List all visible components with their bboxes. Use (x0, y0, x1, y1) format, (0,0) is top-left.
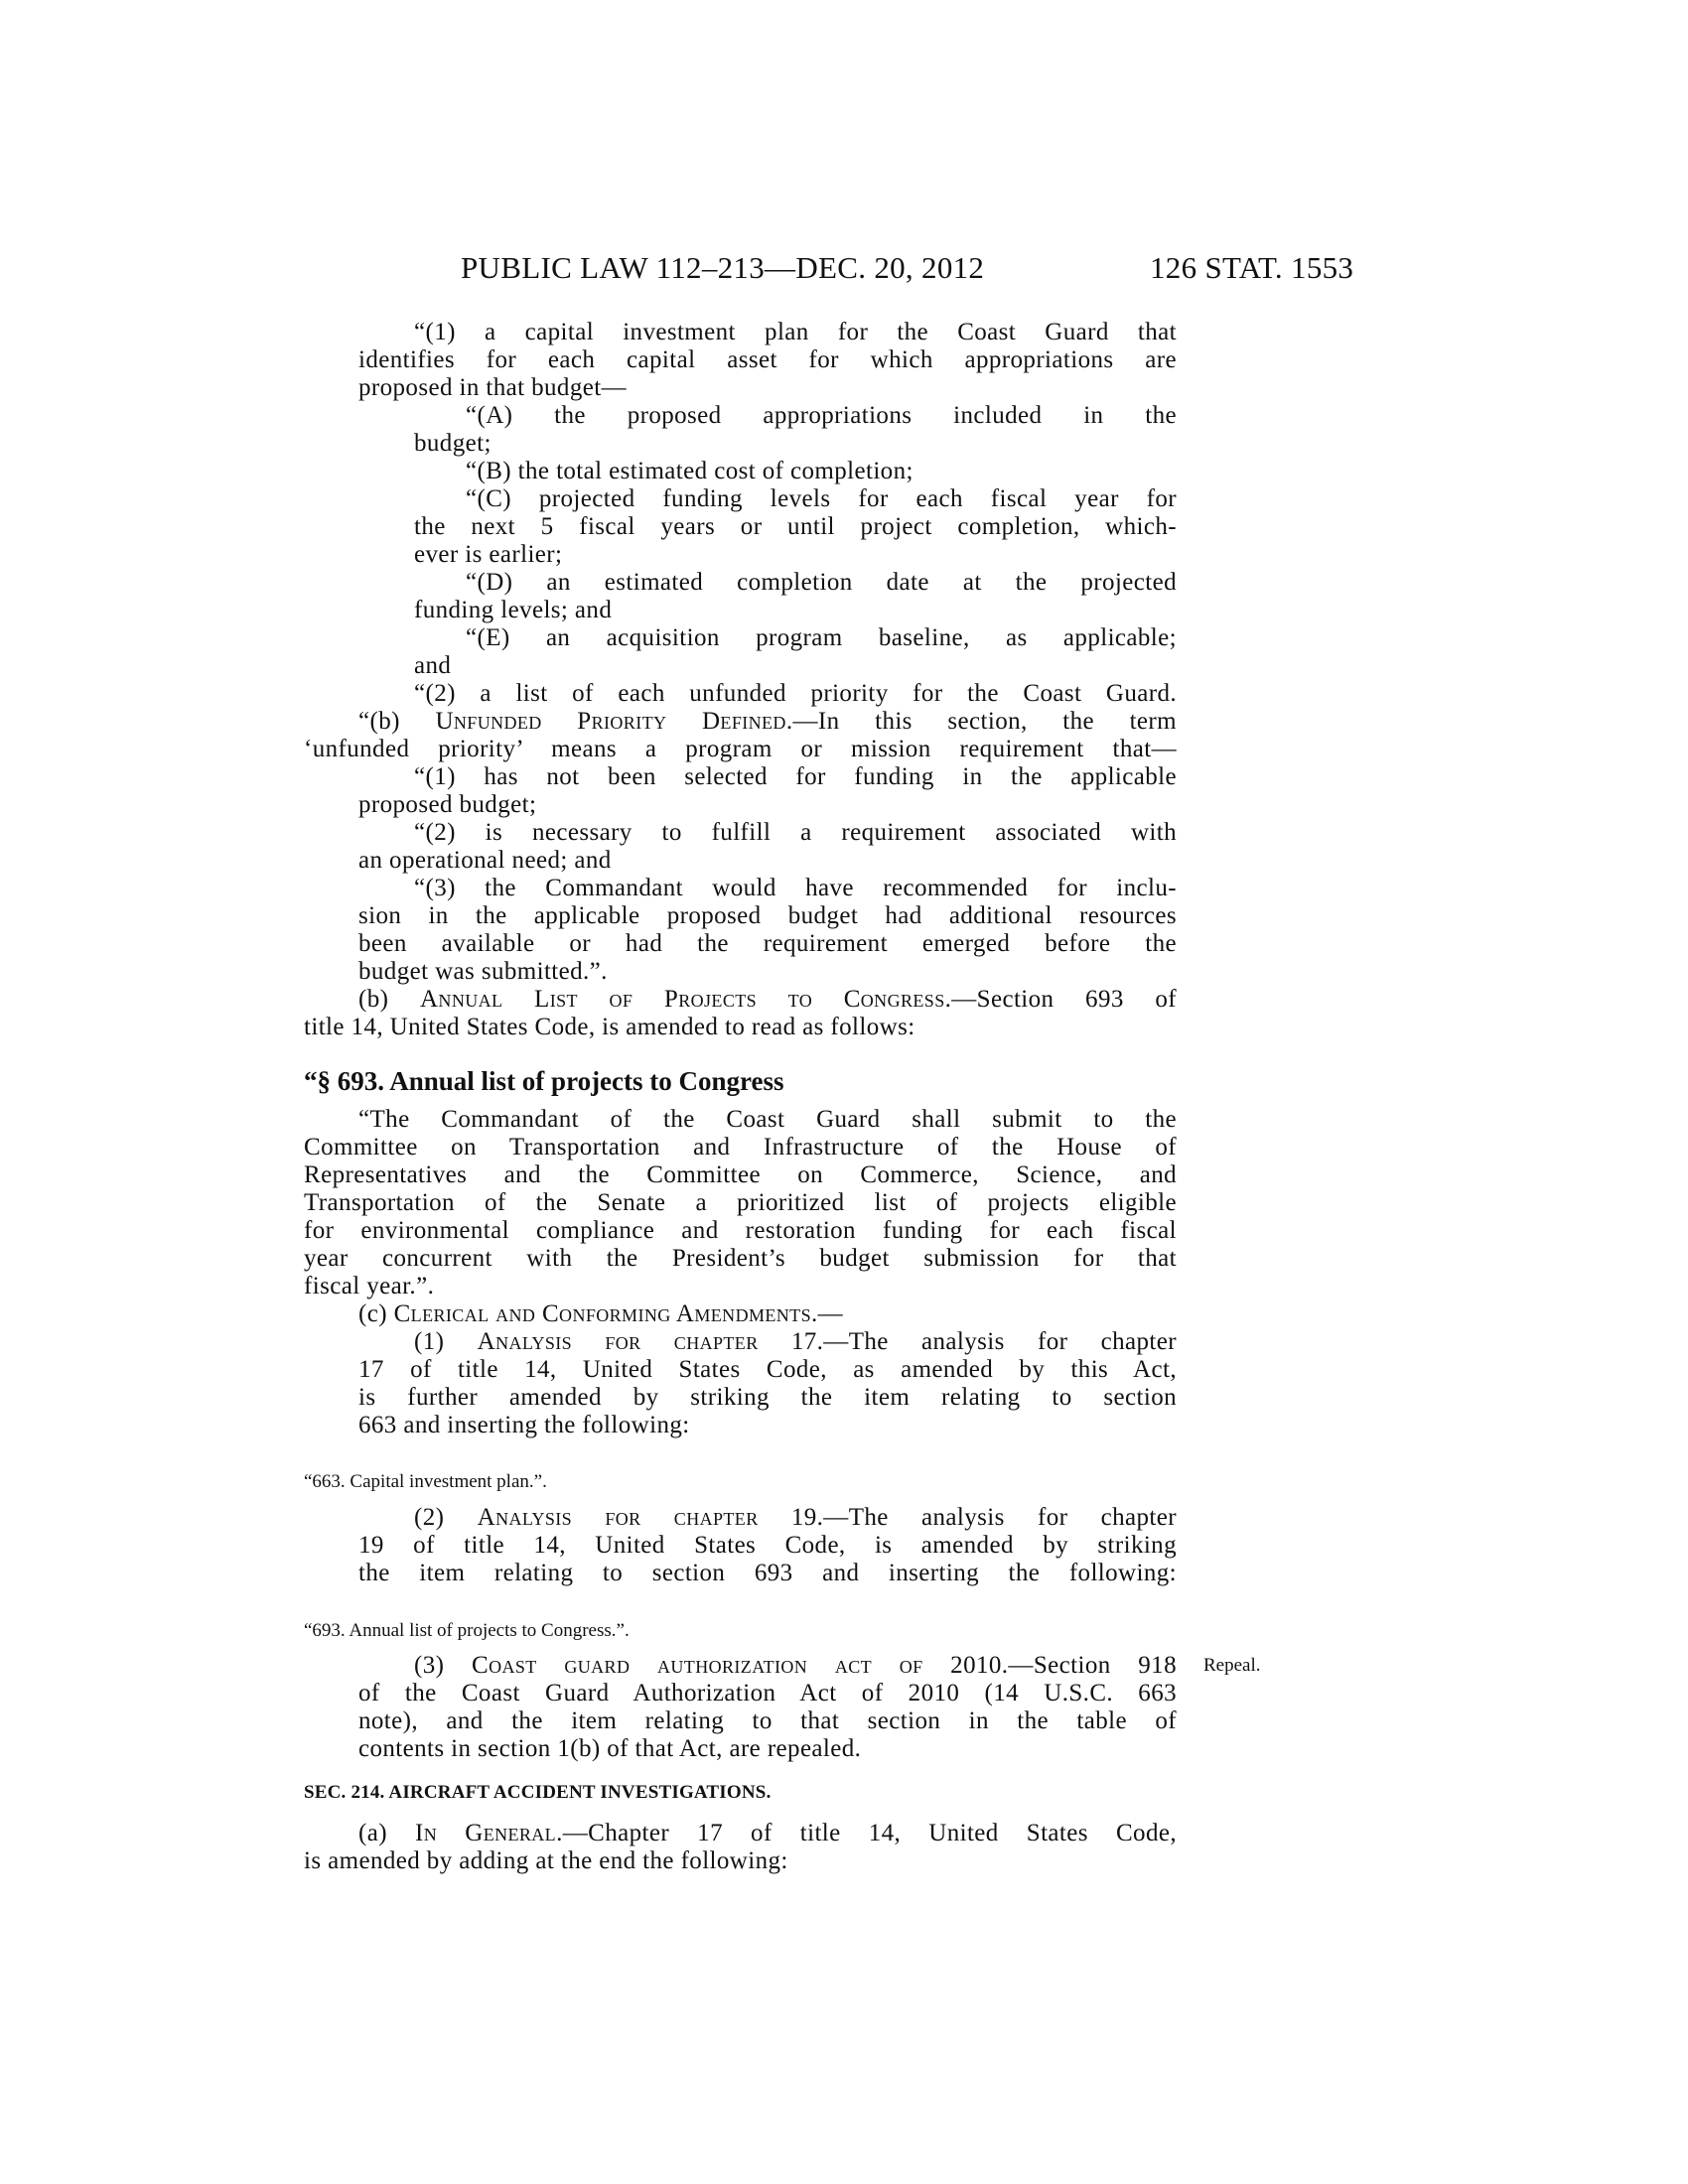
text-line: is amended by adding at the end the following: (304, 1847, 788, 1874)
text-line: “(A) the proposed appropriations included in the (466, 402, 1177, 429)
text-line: funding levels; and (414, 597, 613, 623)
text-line: 17 of title 14, United States Code, as amended by this Act, (358, 1356, 1177, 1383)
text-line: contents in section 1(b) of that Act, are repealed. (358, 1735, 862, 1762)
text-line (358, 1820, 1177, 1847)
text-line: Transportation of the Senate a prioritized list of projects eligible (304, 1189, 1177, 1216)
text-run: .—The analysis for chapter (816, 1504, 1177, 1531)
subsection-heading: Unfunded Priority Defined (435, 708, 786, 735)
text-line: 19 of title 14, United States Code, is amended by striking (358, 1532, 1177, 1559)
text-line (414, 1328, 1177, 1356)
inserted-table-item: “693. Annual list of projects to Congress.”. (304, 1620, 630, 1641)
text-line: 663 and inserting the following: (358, 1412, 690, 1438)
text-line: “(1) has not been selected for funding in the applicable (414, 763, 1177, 790)
text-line: “(2) a list of each unfunded priority for the Coast Guard. (414, 680, 1177, 707)
text-block-3 (0, 1504, 1177, 1587)
text-line: note), and the item relating to that section in the table of (358, 1707, 1177, 1734)
paragraph-heading: Coast guard authorization act of 2010 (472, 1652, 1002, 1679)
text-line: ever is earlier; (414, 541, 563, 568)
text-line: ‘unfunded priority’ means a program or mission requirement that— (304, 736, 1177, 762)
text-line: fiscal year.”. (304, 1273, 435, 1299)
text-line: year concurrent with the President’s budget submission for that (304, 1245, 1177, 1272)
text-line: budget was submitted.”. (358, 958, 608, 985)
text-line: and (414, 652, 452, 679)
text-run: (1) (414, 1328, 478, 1355)
text-run: .—Section 918 (1001, 1652, 1177, 1679)
page-number: 126 STAT. 1553 (1150, 250, 1354, 285)
subsection-heading: Annual List of Projects to Congress (419, 986, 945, 1013)
text-run: .—Chapter 17 of title 14, United States Code, (556, 1820, 1177, 1846)
text-line: “(1) a capital investment plan for the Coast Guard that (414, 319, 1177, 345)
subsection-heading: In General (415, 1820, 557, 1846)
text-run: “(b) (358, 708, 436, 735)
text-run: (c) (358, 1300, 394, 1327)
text-run: .—The analysis for chapter (816, 1328, 1177, 1355)
text-line: the item relating to section 693 and inserting the following: (358, 1560, 1177, 1586)
text-block-1 (0, 319, 1177, 1041)
text-line: sion in the applicable proposed budget had additional resources (358, 902, 1177, 929)
text-run: .—Section 693 of (944, 986, 1177, 1013)
text-line: “(C) projected funding levels for each fiscal year for (466, 485, 1177, 512)
inserted-table-item: “663. Capital investment plan.”. (304, 1471, 547, 1492)
text-block-5 (0, 1820, 1177, 1875)
text-run: .— (811, 1300, 844, 1327)
text-line: “(B) the total estimated cost of completion; (466, 458, 914, 484)
text-block-4 (0, 1652, 1177, 1763)
text-run: (a) (358, 1820, 416, 1846)
text-line: “(E) an acquisition program baseline, as applicable; (466, 624, 1177, 651)
paragraph-heading: Analysis for chapter 17 (477, 1328, 817, 1355)
section-693-heading: “§ 693. Annual list of projects to Congress (304, 1066, 784, 1096)
text-line: is further amended by striking the item relating to section (358, 1384, 1177, 1411)
text-line: “(2) is necessary to fulfill a requirement associated with (414, 819, 1177, 846)
margin-note: Repeal. (1203, 1655, 1261, 1676)
section-heading: SEC. 214. AIRCRAFT ACCIDENT INVESTIGATIONS. (304, 1782, 772, 1803)
text-line: proposed budget; (358, 791, 537, 818)
text-block-2 (0, 1106, 1177, 1439)
text-line (358, 708, 1177, 736)
text-line: budget; (414, 430, 492, 457)
text-line: “(D) an estimated completion date at the projected (466, 569, 1177, 596)
text-line: an operational need; and (358, 847, 612, 874)
text-run: (3) (414, 1652, 473, 1679)
text-line: identifies for each capital asset for which appropriations are (358, 346, 1177, 373)
running-header-title: PUBLIC LAW 112–213—DEC. 20, 2012 (461, 250, 985, 285)
text-line (414, 1504, 1177, 1532)
text-run: .—In this section, the term (785, 708, 1178, 735)
text-line: Committee on Transportation and Infrastructure of the House of (304, 1134, 1177, 1160)
text-line: the next 5 fiscal years or until project completion, which- (414, 513, 1177, 540)
text-line (358, 986, 1177, 1014)
text-line: been available or had the requirement emerged before the (358, 930, 1177, 957)
text-line (414, 1652, 1177, 1680)
text-line: of the Coast Guard Authorization Act of 2010 (14 U.S.C. 663 (358, 1680, 1177, 1706)
text-run: (b) (358, 986, 420, 1013)
text-line: “(3) the Commandant would have recommended for inclu- (414, 875, 1177, 901)
subsection-heading: Clerical and Conforming Amendments (393, 1300, 811, 1327)
text-line: title 14, United States Code, is amended to read as follows: (304, 1014, 915, 1040)
text-line: proposed in that budget— (358, 374, 627, 401)
text-line: Representatives and the Committee on Commerce, Science, and (304, 1161, 1177, 1188)
text-run: (2) (414, 1504, 478, 1531)
paragraph-heading: Analysis for chapter 19 (477, 1504, 817, 1531)
text-line (358, 1300, 1177, 1328)
text-line: for environmental compliance and restoration funding for each fiscal (304, 1217, 1177, 1244)
text-line: “The Commandant of the Coast Guard shall submit to the (358, 1106, 1177, 1133)
